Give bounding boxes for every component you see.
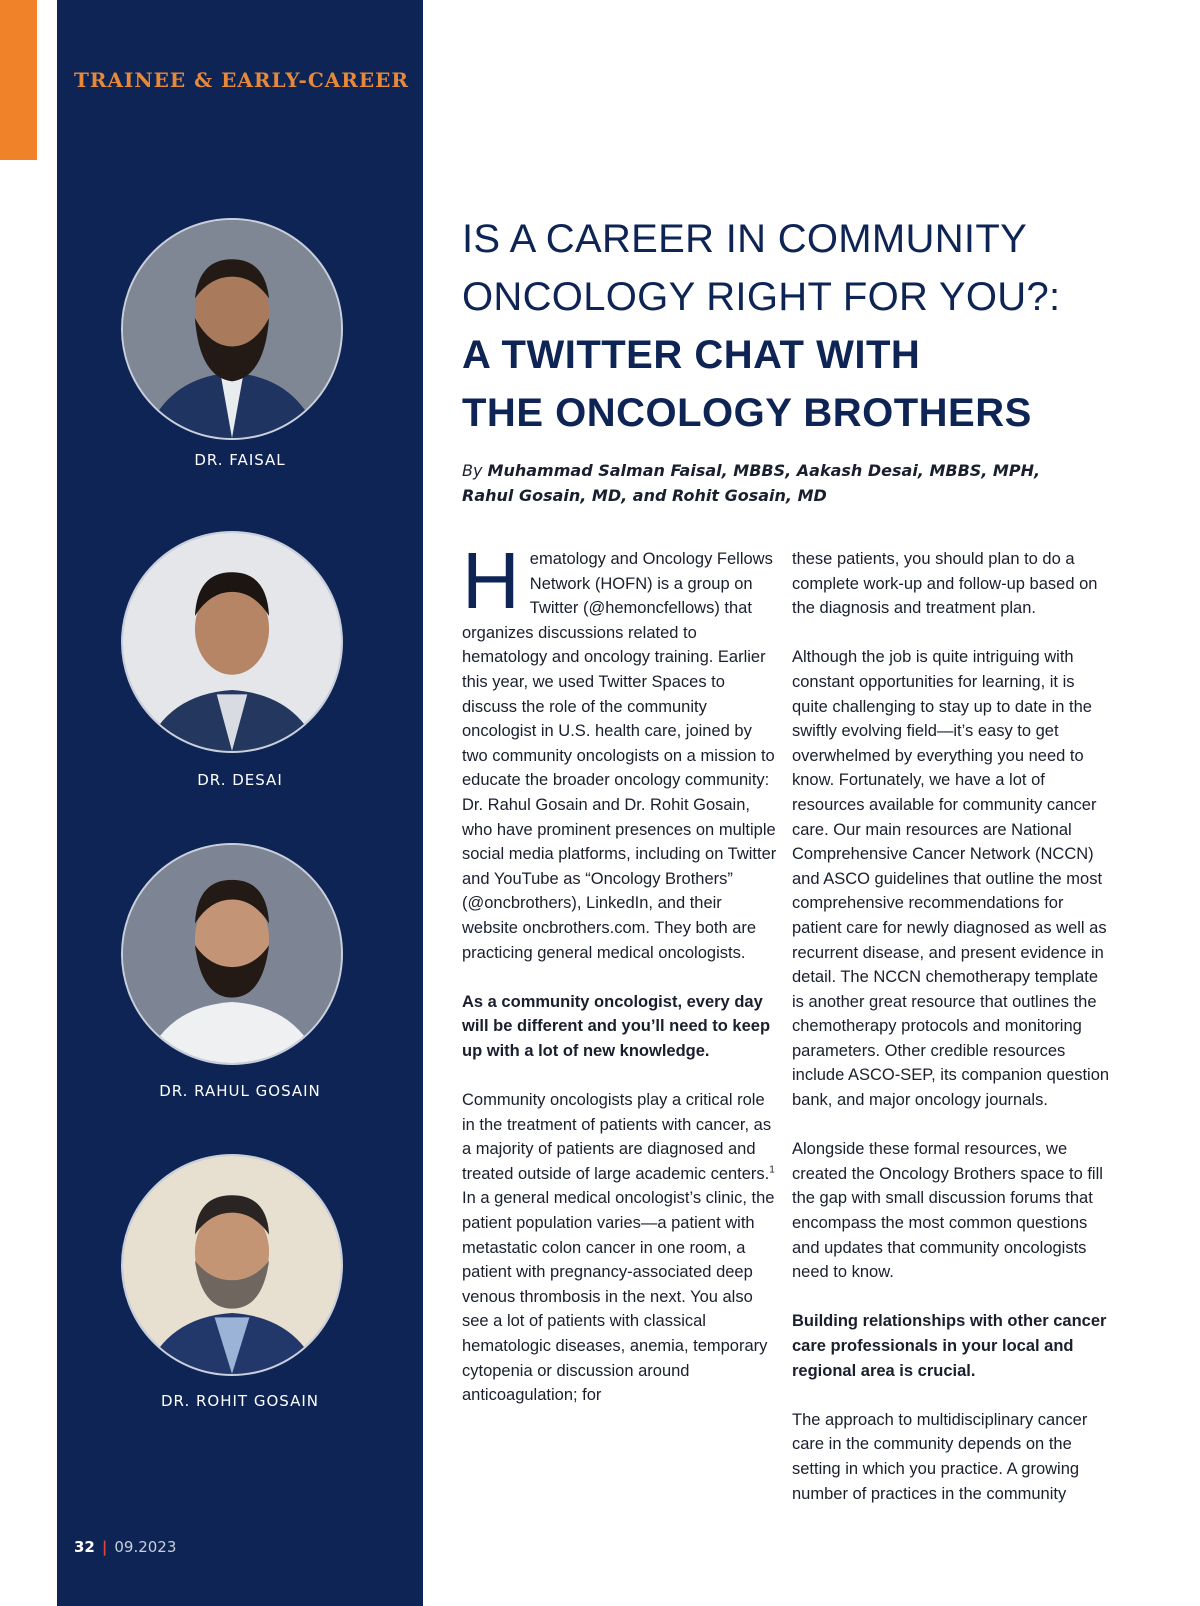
caption-desai: DR. DESAI bbox=[197, 771, 283, 789]
subhead-1: As a community oncologist, every day will be different and you’ll need to keep up with a lot of new knowledge. bbox=[462, 992, 771, 1060]
title-line-3: A TWITTER CHAT WITH bbox=[462, 333, 921, 377]
title-line-1: IS A CAREER IN COMMUNITY bbox=[462, 217, 1028, 261]
paragraph-intro bbox=[462, 536, 780, 965]
subhead-2: Building relationships with other cancer care professionals in your local and regional area is crucial. bbox=[792, 1312, 1107, 1380]
byline-authors-2: Rahul Gosain, MD, and Rohit Gosain, MD bbox=[462, 486, 827, 505]
body-column-1 bbox=[462, 536, 780, 1432]
caption-faisal: DR. FAISAL bbox=[194, 451, 286, 469]
portrait-faisal bbox=[121, 218, 343, 440]
portrait-desai bbox=[121, 531, 343, 753]
caption-rohit-gosain: DR. ROHIT GOSAIN bbox=[161, 1392, 319, 1410]
article-title bbox=[462, 210, 1182, 442]
body-column-2 bbox=[792, 547, 1110, 1531]
paragraph-4: Although the job is quite intriguing with constant opportunities for learning, it is quite challenging to stay up to date in the swiftly evolving field—it’s easy to get overwhelmed by everything you need to know. Fortunately, we have a lot of resources available for community cancer care. Our main resources are National Comprehensive Cancer Network (NCCN) and ASCO guidelines that outline the most comprehensive recommendations for patient care for newly diagnosed as well as recurrent disease, and present evidence in detail. The NCCN chemotherapy template is another great resource that outlines the chemotherapy protocols and monitoring parameters. Other credible resources include ASCO-SEP, its companion question bank, and major oncology journals. bbox=[792, 648, 1110, 1110]
portrait-rahul-gosain bbox=[121, 843, 343, 1065]
paragraph-2-text-a: Community oncologists play a critical role in the treatment of patients with cancer, as a majority of patients are diagnosed and treated outside of large academic centers. bbox=[462, 1091, 772, 1183]
paragraph-2-text-b: In a general medical oncologist’s clinic, the patient population varies—a patient with metastatic colon cancer in one room, a patient with pregnancy-associated deep venous thrombosis in the next. You also see a lot of patients with classical hematologic diseases, anemia, temporary cytopenia or discussion around anticoagulation; for bbox=[462, 1189, 775, 1405]
byline bbox=[462, 458, 1162, 508]
byline-by: By bbox=[462, 461, 483, 480]
paragraph-3: these patients, you should plan to do a complete work-up and follow-up based on the diagnosis and treatment plan. bbox=[792, 550, 1098, 618]
title-line-4: THE ONCOLOGY BROTHERS bbox=[462, 391, 1032, 435]
paragraph-2 bbox=[462, 1088, 780, 1408]
title-line-2: ONCOLOGY RIGHT FOR YOU?: bbox=[462, 275, 1061, 319]
caption-rahul-gosain: DR. RAHUL GOSAIN bbox=[159, 1082, 321, 1100]
paragraph-5: Alongside these formal resources, we created the Oncology Brothers space to fill the gap with small discussion forums that encompass the most common questions and updates that community oncologists need to know. bbox=[792, 1140, 1103, 1282]
page-number: 32 bbox=[74, 1538, 95, 1556]
page-footer bbox=[74, 1538, 176, 1556]
orange-tab-accent bbox=[0, 0, 37, 160]
footnote-ref: 1 bbox=[769, 1164, 775, 1176]
drop-cap: H bbox=[462, 536, 520, 625]
issue-date: 09.2023 bbox=[114, 1538, 177, 1556]
section-label: TRAINEE & EARLY-CAREER bbox=[74, 68, 410, 92]
portrait-rohit-gosain bbox=[121, 1154, 343, 1376]
paragraph-intro-text: ematology and Oncology Fellows Network (HOFN) is a group on Twitter (@hemoncfellows) that organizes discussions related to hematology and oncology training. Earlier this year, we used Twitter Spaces to discuss the role of the community oncologist in U.S. health care, joined by two community oncologists on a mission to educate the broader oncology community: Dr. Rahul Gosain and Dr. Rohit Gosain, who have prominent presences on multiple social media platforms, including on Twitter and YouTube as “Oncology Brothers” (@oncbrothers), LinkedIn, and their website oncbrothers.com. They both are practicing general medical oncologists. bbox=[462, 550, 777, 962]
paragraph-6: The approach to multidisciplinary cancer care in the community depends on the setting in which you practice. A growing number of practices in the community bbox=[792, 1410, 1088, 1503]
byline-authors-1: Muhammad Salman Faisal, MBBS, Aakash Desai, MBBS, MPH, bbox=[487, 461, 1041, 480]
footer-separator: | bbox=[101, 1538, 108, 1556]
